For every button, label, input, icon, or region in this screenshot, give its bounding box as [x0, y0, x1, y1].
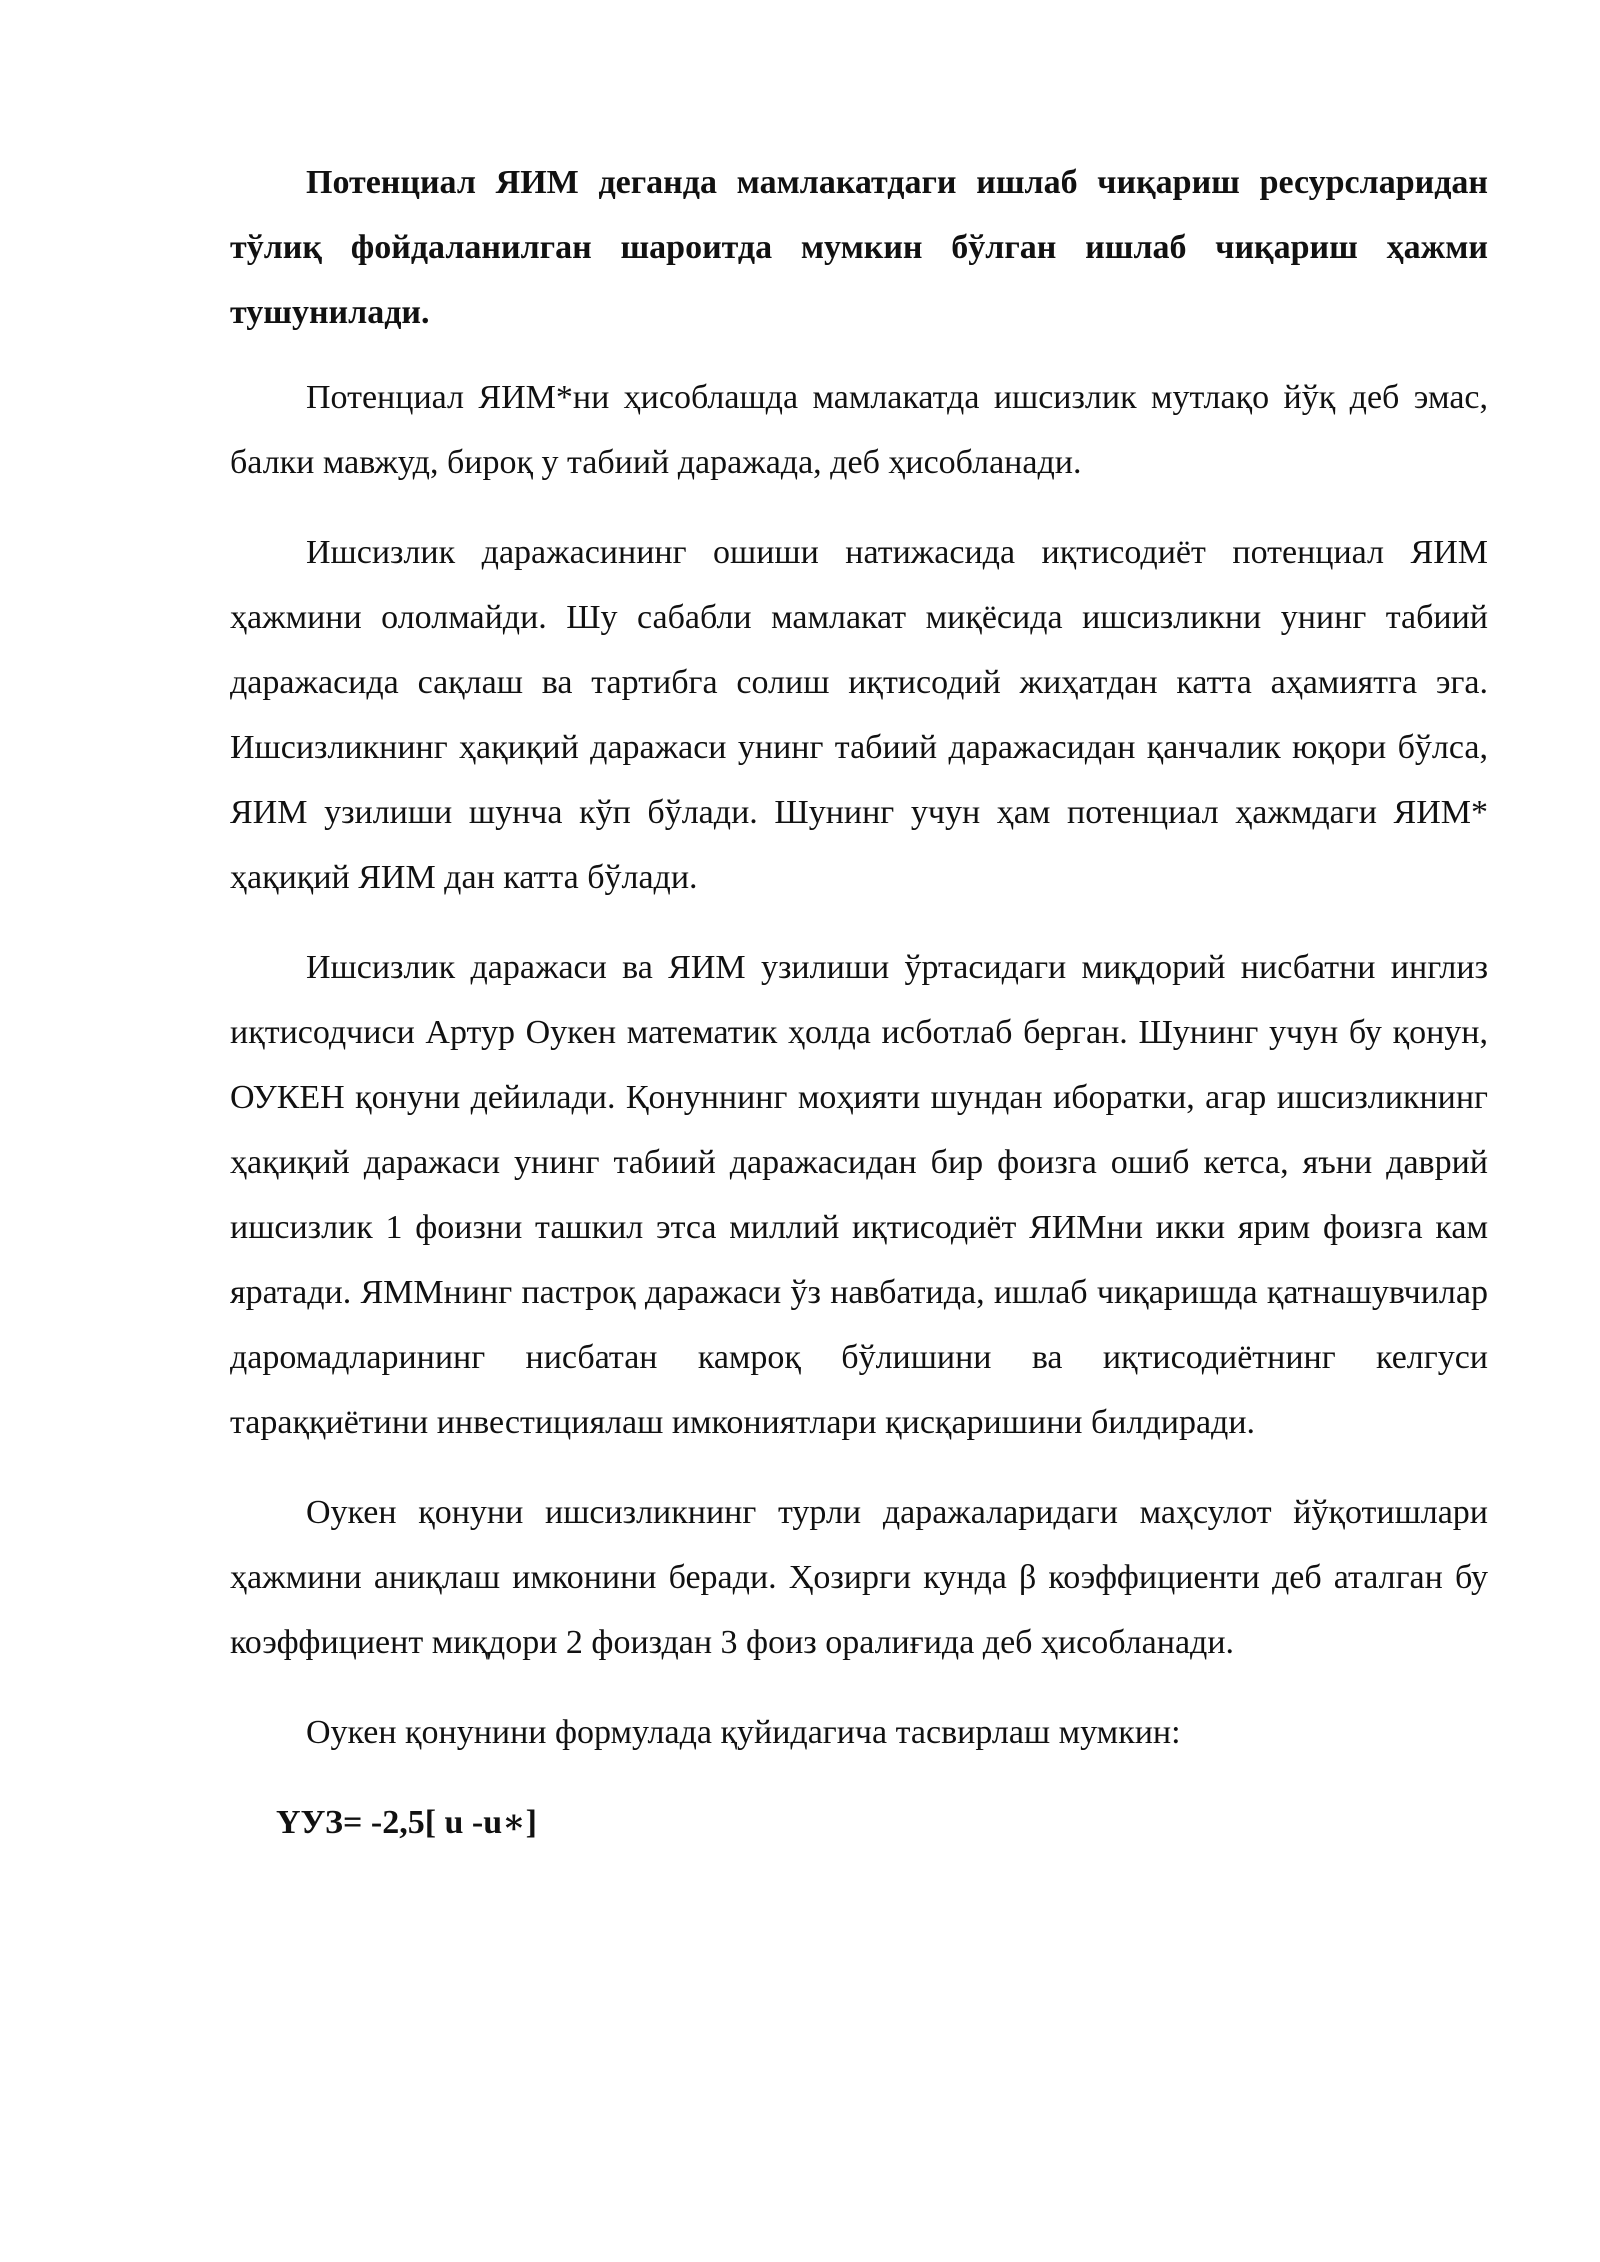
- okun-law-paragraph: Ишсизлик даражаси ва ЯИМ узилиши ўртасидаги миқдорий нисбатни инглиз иқтисодчиси Артур Оукен математик ҳолда исботлаб берган. Шунинг учун бу қонун, ОУКЕН қонуни дейилади. Қонуннинг моҳияти шундан иборатки, агар ишсизликнинг ҳақиқий даражаси унинг табиий даражасидан бир фоизга ошиб кетса, яъни даврий ишсизлик 1 фоизни ташкил этса миллий иқтисодиёт ЯИМни икки ярим фоизга кам яратади. ЯММнинг пастроқ даражаси ўз навбатида, ишлаб чиқаришда қатнашувчилар даромадларининг нисбатан камроқ бўлишини ва иқтисодиётнинг келгуси тараққиётини инвестициялаш имкониятлари қисқаришини билдиради.: [230, 949, 1488, 1441]
- okun-formula: ҮУЗ= -2,5[ u -u∗]: [276, 1804, 537, 1841]
- unemployment-paragraph: Ишсизлик даражасининг ошиши натижасида иқтисодиёт потенциал ЯИМ ҳажмини ололмайди. Шу сабабли мамлакат миқёсида ишсизликни унинг табиий даражасида сақлаш ва тартибга солиш иқтисодий жиҳатдан катта аҳамиятга эга. Ишсизликнинг ҳақиқий даражаси унинг табиий даражасидан қанчалик юқори бўлса, ЯИМ узилиши шунча кўп бўлади. Шунинг учун ҳам потенциал ҳажмдаги ЯИМ* ҳақиқий ЯИМ дан катта бўлади.: [230, 534, 1488, 896]
- definition-paragraph: Потенциал ЯИМ деганда мамлакатдаги ишлаб чиқариш ресурсларидан тўлиқ фойдаланилган шароитда мумкин бўлган ишлаб чиқариш ҳажми тушунилади.: [230, 164, 1488, 331]
- potential-gdp-paragraph: Потенциал ЯИМ*ни ҳисоблашда мамлакатда ишсизлик мутлақо йўқ деб эмас, балки мавжуд, бироқ у табиий даражада, деб ҳисобланади.: [230, 379, 1488, 481]
- document-page: [230, 150, 1488, 1855]
- formula-intro-paragraph: Оукен қонунини формулада қуйидагича тасвирлаш мумкин:: [306, 1714, 1181, 1751]
- okun-coefficient-paragraph: Оукен қонуни ишсизликнинг турли даражаларидаги маҳсулот йўқотишлари ҳажмини аниқлаш имконини беради. Ҳозирги кунда β коэффициенти деб аталган бу коэффициент миқдори 2 фоиздан 3 фоиз оралиғида деб ҳисобланади.: [230, 1494, 1488, 1661]
